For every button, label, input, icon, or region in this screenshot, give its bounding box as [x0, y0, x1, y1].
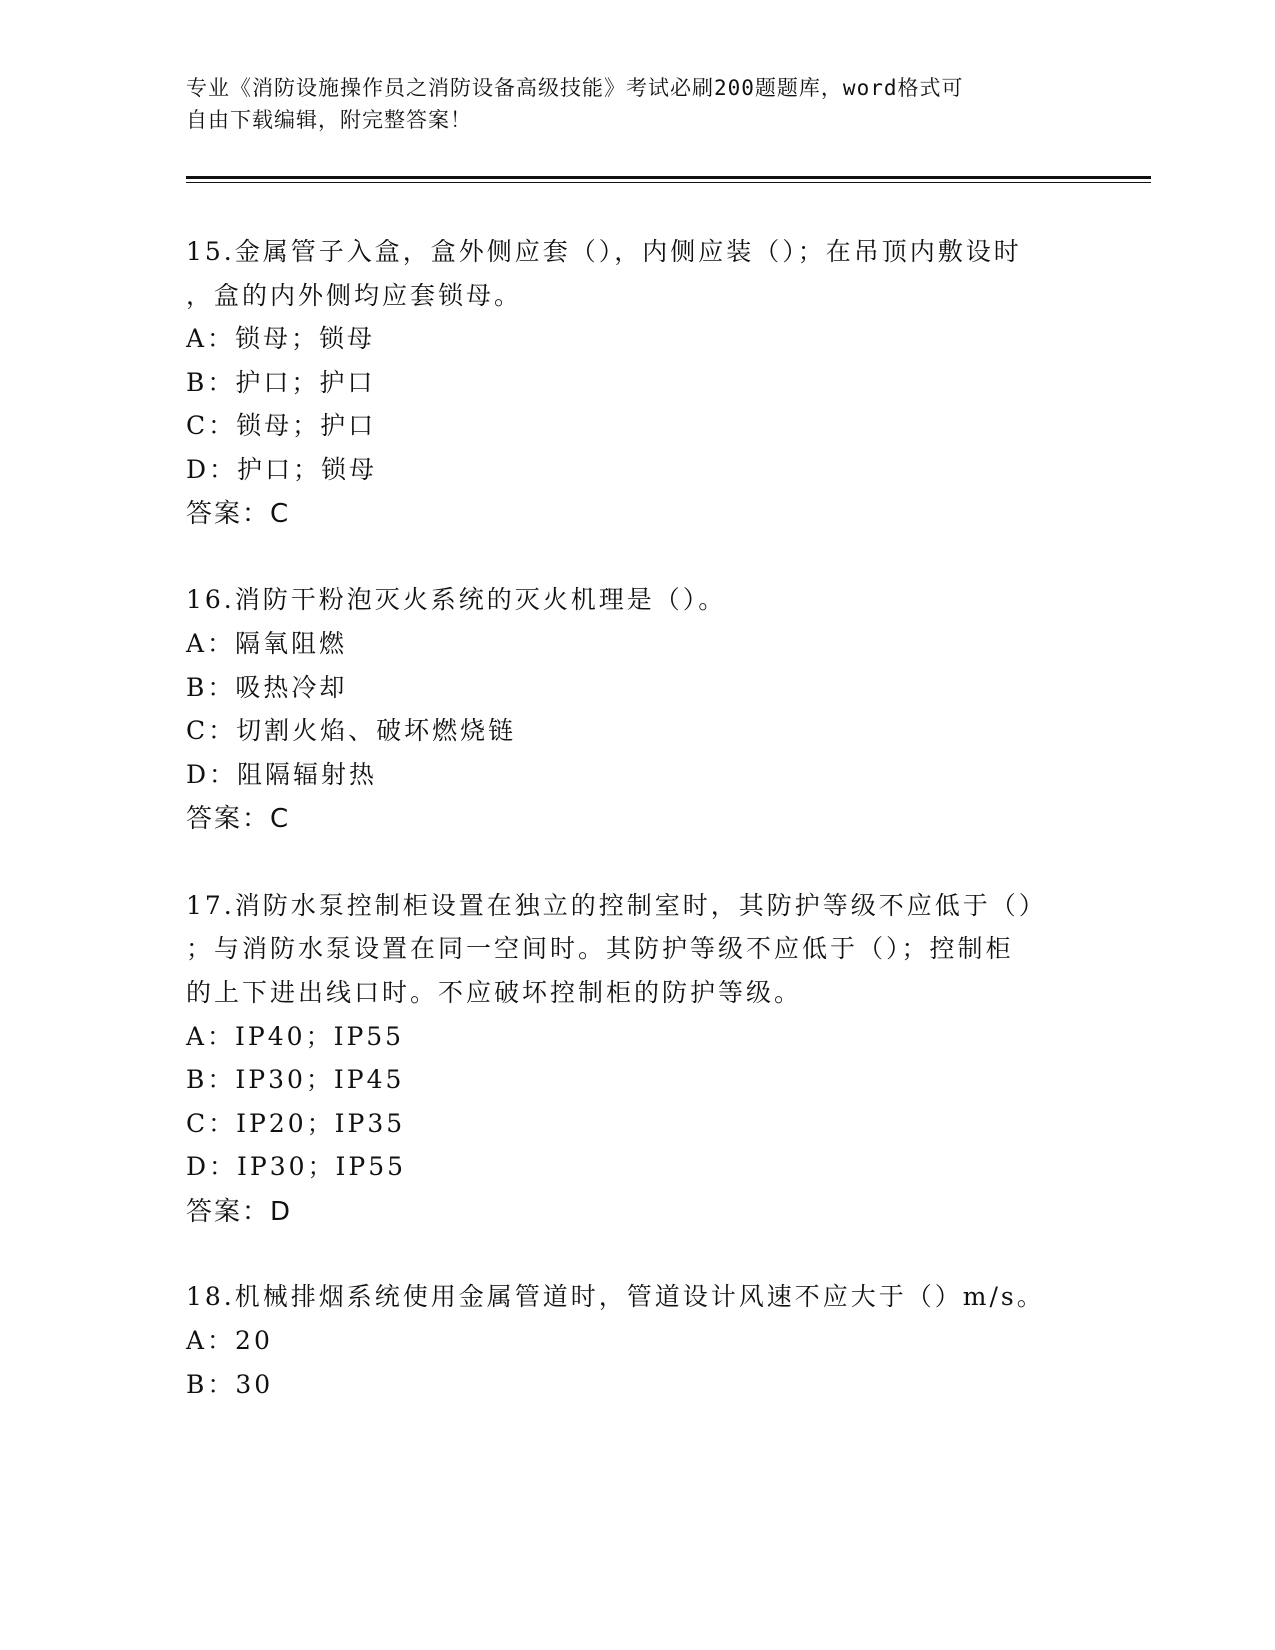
- question-stem-line: 的上下进出线口时。不应破坏控制柜的防护等级。: [186, 978, 803, 1007]
- header-divider-thin: [186, 182, 1151, 183]
- answer: 答案：C: [186, 499, 291, 529]
- option-d: D：IP30；IP55: [186, 1152, 407, 1181]
- option-c: C：IP20；IP35: [186, 1109, 406, 1138]
- question-stem-line: 17.消防水泵控制柜设置在独立的控制室时，其防护等级不应低于（）: [186, 891, 1047, 920]
- option-c: C：锁母；护口: [186, 411, 377, 440]
- answer: 答案：C: [186, 804, 291, 834]
- question-stem-line: 15.金属管子入盒，盒外侧应套（），内侧应装（）；在吊顶内敷设时: [186, 237, 1022, 266]
- header-divider-thick: [186, 176, 1151, 179]
- option-a: A：隔氧阻燃: [186, 629, 348, 658]
- option-a: A：IP40；IP55: [186, 1022, 405, 1051]
- option-a: A：20: [186, 1326, 273, 1355]
- option-a: A：锁母；锁母: [186, 324, 376, 353]
- question-stem-line: ；与消防水泵设置在同一空间时。其防护等级不应低于（）；控制柜: [186, 934, 1014, 963]
- question-stem-line: 18.机械排烟系统使用金属管道时，管道设计风速不应大于（）m/s。: [186, 1282, 1045, 1311]
- option-d: D：护口；锁母: [186, 455, 378, 484]
- question-stem-line: 16.消防干粉泡灭火系统的灭火机理是（）。: [186, 585, 727, 614]
- option-d: D：阻隔辐射热: [186, 760, 378, 789]
- option-b: B：30: [186, 1370, 274, 1399]
- answer: 答案：D: [186, 1197, 293, 1227]
- question-stem-line: ，盒的内外侧均应套锁母。: [186, 281, 523, 310]
- option-b: B：护口；护口: [186, 368, 376, 397]
- option-b: B：吸热冷却: [186, 673, 348, 702]
- header-line-1: 专业《消防设施操作员之消防设备高级技能》考试必刷200题题库，word格式可: [186, 76, 964, 100]
- header-line-2: 自由下载编辑，附完整答案！: [186, 108, 472, 132]
- option-c: C：切割火焰、破坏燃烧链: [186, 716, 517, 745]
- option-b: B：IP30；IP45: [186, 1065, 405, 1094]
